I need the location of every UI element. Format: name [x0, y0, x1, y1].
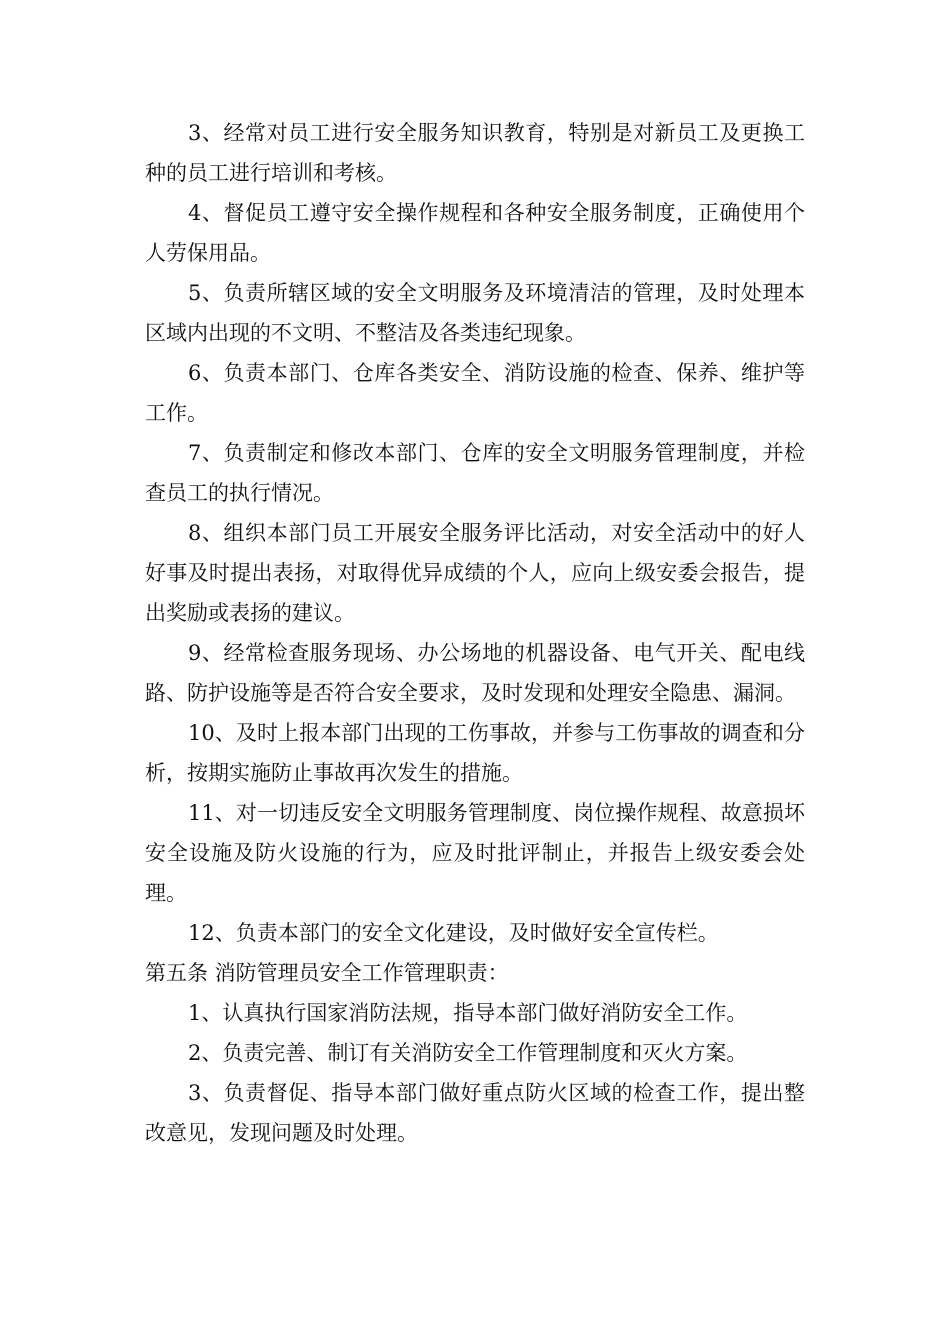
list-item-3b: 3、负责督促、指导本部门做好重点防火区域的检查工作，提出整改意见，发现问题及时处理。	[145, 1081, 805, 1145]
list-item-12: 12、负责本部门的安全文化建设，及时做好安全宣传栏。	[188, 921, 719, 945]
list-item-2: 2、负责完善、制订有关消防安全工作管理制度和灭火方案。	[188, 1041, 748, 1065]
document-body	[145, 113, 805, 1153]
list-item-3: 3、经常对员工进行安全服务知识教育，特别是对新员工及更换工种的员工进行培训和考核。	[145, 121, 805, 185]
list-item-6: 6、负责本部门、仓库各类安全、消防设施的检查、保养、维护等工作。	[145, 361, 805, 425]
list-item-7: 7、负责制定和修改本部门、仓库的安全文明服务管理制度，并检查员工的执行情况。	[145, 441, 805, 505]
list-item-8: 8、组织本部门员工开展安全服务评比活动，对安全活动中的好人好事及时提出表扬，对取得优异成绩的个人，应向上级安委会报告，提出奖励或表扬的建议。	[145, 521, 805, 625]
list-item-1: 1、认真执行国家消防法规，指导本部门做好消防安全工作。	[188, 1001, 748, 1025]
article-heading: 第五条 消防管理员安全工作管理职责：	[145, 961, 509, 985]
list-item-9: 9、经常检查服务现场、办公场地的机器设备、电气开关、配电线路、防护设施等是否符合安全要求，及时发现和处理安全隐患、漏洞。	[145, 641, 805, 705]
list-item-11: 11、对一切违反安全文明服务管理制度、岗位操作规程、故意损坏安全设施及防火设施的行为，应及时批评制止，并报告上级安委会处理。	[145, 801, 805, 905]
list-item-10: 10、及时上报本部门出现的工伤事故，并参与工伤事故的调查和分析，按期实施防止事故再次发生的措施。	[145, 721, 805, 785]
list-item-4: 4、督促员工遵守安全操作规程和各种安全服务制度，正确使用个人劳保用品。	[145, 201, 805, 265]
list-item-5: 5、负责所辖区域的安全文明服务及环境清洁的管理，及时处理本区域内出现的不文明、不整洁及各类违纪现象。	[145, 281, 805, 345]
